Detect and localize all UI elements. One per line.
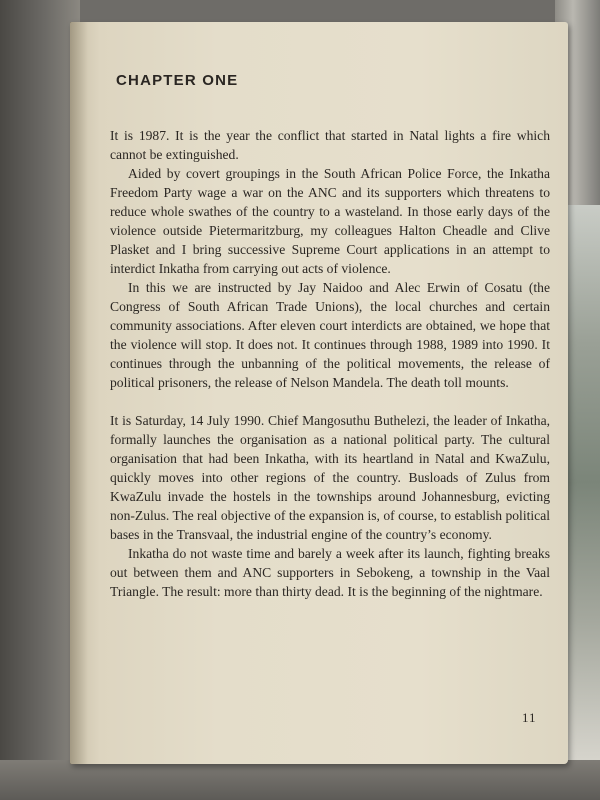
paragraph-5: Inkatha do not waste time and barely a week after its launch, fighting breaks out between them and ANC supporters in Sebokeng, a township in the Vaal Triangle. The result: more than thirty dead. It is the beginning of the nightmare. [110,546,550,599]
adjacent-book-cover [568,205,600,760]
paragraph-3: In this we are instructed by Jay Naidoo and Alec Erwin of Cosatu (the Congress of South African Trade Unions), the local churches and certain community associations. After eleven court interdicts are obtained, we hope that the violence will stop. It does not. It continues through 1988, 1989 into 1990. It continues through the unbanning of the political movements, the release of political prisoners, the release of Nelson Mandela. The death toll mounts. [110,280,550,390]
desk-background-left [0,0,80,800]
desk-background-bottom [0,760,600,800]
paragraph-1: It is 1987. It is the year the conflict that started in Natal lights a fire which cannot be extinguished. [110,128,550,162]
chapter-body [110,126,550,601]
paragraph-4: It is Saturday, 14 July 1990. Chief Mangosuthu Buthelezi, the leader of Inkatha, formally launches the organisation as a national political party. The cultural organisation that had been Inkatha, with its heartland in Natal and KwaZulu, quickly moves into other regions of the country. Busloads of Zulus from KwaZulu invade the hostels in the townships around Johannesburg, evicting non-Zulus. The real objective of the expansion is, of course, to establish political bases in the Transvaal, the industrial engine of the country’s economy. [110,413,550,542]
page-number: 11 [522,710,537,725]
chapter-title: CHAPTER ONE [116,72,239,89]
book-page [70,22,568,764]
paragraph-2: Aided by covert groupings in the South African Police Force, the Inkatha Freedom Party wage a war on the ANC and its supporters which threatens to reduce whole swathes of the country to a wasteland. In those early days of the violence outside Pietermaritzburg, my colleagues Halton Cheadle and Clive Plasket and I bring successive Supreme Court applications in an attempt to interdict Inkatha from carrying out acts of violence. [110,166,550,276]
page-gutter-shadow [70,22,88,764]
